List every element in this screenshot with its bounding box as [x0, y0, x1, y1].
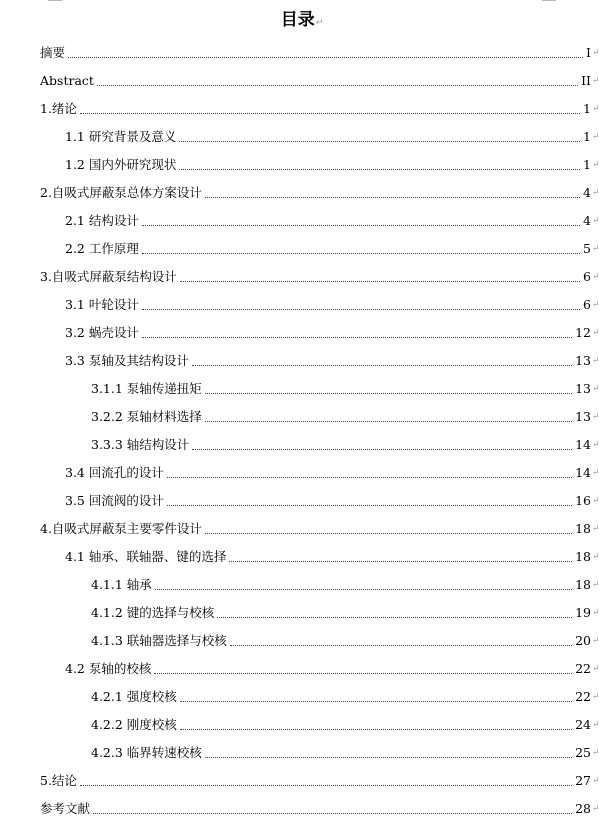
toc-page-number: 14	[575, 437, 591, 452]
toc-leader-dots	[180, 729, 572, 730]
toc-entry-text: 2.1 结构设计	[65, 213, 139, 228]
toc-page-number: 1	[583, 129, 591, 144]
toc-page-number: 18	[575, 521, 591, 536]
toc-entry-text: 3.2.2 泵轴材料选择	[91, 409, 202, 424]
toc-page-number: 4	[583, 185, 591, 200]
paragraph-mark-icon: ↵	[315, 18, 324, 28]
toc-entry[interactable]	[0, 627, 604, 655]
toc-leader-dots	[179, 141, 580, 142]
toc-entry[interactable]	[0, 767, 604, 795]
toc-page-number: 20	[575, 633, 591, 648]
toc-entry[interactable]	[0, 179, 604, 207]
paragraph-mark-icon: ↵	[592, 132, 600, 142]
toc-page-number: 22	[575, 661, 591, 676]
toc-entry[interactable]	[0, 95, 604, 123]
paragraph-mark-icon: ↵	[592, 720, 600, 730]
toc-entry[interactable]	[0, 123, 604, 151]
toc-entry[interactable]	[0, 263, 604, 291]
toc-leader-dots	[205, 393, 572, 394]
toc-entry-text: 1.绪论	[40, 101, 77, 116]
toc-entry[interactable]	[0, 795, 604, 823]
toc-page-number: 27	[575, 773, 591, 788]
toc-page-number: 18	[575, 549, 591, 564]
toc-entry-text: 2.2 工作原理	[65, 241, 139, 256]
toc-title	[0, 10, 604, 33]
toc-entry-text: 3.1.1 泵轴传递扭矩	[91, 381, 202, 396]
paragraph-mark-icon: ↵	[592, 468, 600, 478]
toc-leader-dots	[229, 561, 572, 562]
toc-entry-text: 4.1.2 键的选择与校核	[91, 605, 215, 620]
toc-entry-text: 3.1 叶轮设计	[65, 297, 139, 312]
toc-entry-text: 3.4 回流孔的设计	[65, 465, 164, 480]
paragraph-mark-icon: ↵	[592, 580, 600, 590]
toc-page-number: 25	[575, 745, 591, 760]
paragraph-mark-icon: ↵	[592, 552, 600, 562]
toc-entry-text: 4.1.3 联轴器选择与校核	[91, 633, 227, 648]
toc-leader-dots	[155, 589, 572, 590]
paragraph-mark-icon: ↵	[592, 160, 600, 170]
toc-entry[interactable]	[0, 319, 604, 347]
toc-page-number: 22	[575, 689, 591, 704]
toc-entry-text: 4.2 泵轴的校核	[65, 661, 152, 676]
toc-leader-dots	[230, 645, 572, 646]
toc-leader-dots	[180, 701, 572, 702]
paragraph-mark-icon: ↵	[592, 412, 600, 422]
paragraph-mark-icon: ↵	[592, 636, 600, 646]
toc-entry[interactable]	[0, 347, 604, 375]
toc-leader-dots	[142, 225, 580, 226]
toc-entry-text: 4.2.3 临界转速校核	[91, 745, 202, 760]
paragraph-mark-icon: ↵	[592, 524, 600, 534]
toc-leader-dots	[205, 757, 572, 758]
page-corner-mark-left	[48, 0, 62, 1]
paragraph-mark-icon: ↵	[592, 216, 600, 226]
toc-entry[interactable]	[0, 431, 604, 459]
paragraph-mark-icon: ↵	[592, 776, 600, 786]
toc-entry-text: 1.2 国内外研究现状	[65, 157, 177, 172]
paragraph-mark-icon: ↵	[592, 188, 600, 198]
toc-title-text: 目录	[280, 10, 315, 30]
toc-entry-text: 3.2 蜗壳设计	[65, 325, 139, 340]
toc-entry-text: 1.1 研究背景及意义	[65, 129, 177, 144]
toc-leader-dots	[192, 365, 572, 366]
paragraph-mark-icon: ↵	[592, 244, 600, 254]
toc-entry[interactable]	[0, 543, 604, 571]
toc-leader-dots	[205, 421, 572, 422]
toc-entry-text: 4.2.2 刚度校核	[91, 717, 177, 732]
toc-leader-dots	[180, 281, 580, 282]
paragraph-mark-icon: ↵	[592, 440, 600, 450]
toc-page-number: 13	[575, 381, 591, 396]
toc-leader-dots	[142, 337, 572, 338]
paragraph-mark-icon: ↵	[592, 496, 600, 506]
toc-page-number: 4	[583, 213, 591, 228]
toc-entry[interactable]	[0, 39, 604, 67]
paragraph-mark-icon: ↵	[592, 356, 600, 366]
toc-leader-dots	[68, 57, 583, 58]
toc-leader-dots	[80, 785, 572, 786]
toc-entry-text: 摘要	[40, 45, 66, 60]
toc-entry[interactable]	[0, 459, 604, 487]
toc-entry[interactable]	[0, 599, 604, 627]
toc-entry[interactable]	[0, 403, 604, 431]
table-of-contents	[0, 39, 604, 823]
toc-leader-dots	[93, 813, 572, 814]
toc-leader-dots	[97, 85, 578, 86]
paragraph-mark-icon: ↵	[592, 664, 600, 674]
toc-page-number: 13	[575, 409, 591, 424]
toc-page-number: 6	[583, 297, 591, 312]
toc-leader-dots	[205, 533, 572, 534]
toc-page-number: 24	[575, 717, 591, 732]
toc-entry[interactable]	[0, 571, 604, 599]
toc-page-number: II	[581, 73, 591, 88]
toc-entry-text: 3.自吸式屏蔽泵结构设计	[40, 269, 177, 284]
toc-entry-text: 3.3.3 轴结构设计	[91, 437, 190, 452]
toc-leader-dots	[142, 309, 580, 310]
toc-entry[interactable]	[0, 67, 604, 95]
toc-entry[interactable]	[0, 375, 604, 403]
toc-page-number: 5	[583, 241, 591, 256]
paragraph-mark-icon: ↵	[592, 804, 600, 814]
toc-leader-dots	[142, 253, 580, 254]
toc-page-number: 12	[575, 325, 591, 340]
toc-entry[interactable]	[0, 739, 604, 767]
toc-entry-text: 4.2.1 强度校核	[91, 689, 177, 704]
paragraph-mark-icon: ↵	[592, 104, 600, 114]
toc-entry[interactable]	[0, 515, 604, 543]
paragraph-mark-icon: ↵	[592, 300, 600, 310]
toc-entry-text: Abstract	[40, 73, 94, 88]
toc-leader-dots	[192, 449, 572, 450]
toc-leader-dots	[217, 617, 572, 618]
toc-page-number: I	[586, 45, 591, 60]
toc-entry-text: 3.3 泵轴及其结构设计	[65, 353, 189, 368]
toc-page-number: 14	[575, 465, 591, 480]
toc-page-number: 1	[583, 157, 591, 172]
paragraph-mark-icon: ↵	[592, 328, 600, 338]
toc-page-number: 16	[575, 493, 591, 508]
toc-leader-dots	[179, 169, 580, 170]
toc-leader-dots	[80, 113, 580, 114]
toc-page-number: 6	[583, 269, 591, 284]
toc-entry-text: 5.结论	[40, 773, 77, 788]
paragraph-mark-icon: ↵	[592, 76, 600, 86]
paragraph-mark-icon: ↵	[592, 384, 600, 394]
toc-leader-dots	[167, 505, 572, 506]
toc-entry[interactable]	[0, 683, 604, 711]
toc-page-number: 28	[575, 801, 591, 816]
toc-entry-text: 参考文献	[40, 801, 91, 816]
paragraph-mark-icon: ↵	[592, 608, 600, 618]
toc-entry[interactable]	[0, 235, 604, 263]
paragraph-mark-icon: ↵	[592, 692, 600, 702]
toc-page-number: 19	[575, 605, 591, 620]
toc-page-number: 1	[583, 101, 591, 116]
toc-entry[interactable]	[0, 655, 604, 683]
toc-entry-text: 3.5 回流阀的设计	[65, 493, 164, 508]
toc-page-number: 13	[575, 353, 591, 368]
toc-entry[interactable]	[0, 151, 604, 179]
toc-leader-dots	[205, 197, 580, 198]
toc-leader-dots	[154, 673, 572, 674]
toc-entry-text: 4.1.1 轴承	[91, 577, 152, 592]
toc-entry-text: 2.自吸式屏蔽泵总体方案设计	[40, 185, 202, 200]
toc-entry-text: 4.自吸式屏蔽泵主要零件设计	[40, 521, 202, 536]
toc-entry[interactable]	[0, 207, 604, 235]
page-corner-mark-right	[542, 0, 556, 1]
toc-entry[interactable]	[0, 487, 604, 515]
toc-page-number: 18	[575, 577, 591, 592]
toc-entry[interactable]	[0, 291, 604, 319]
toc-entry-text: 4.1 轴承、联轴器、键的选择	[65, 549, 227, 564]
toc-leader-dots	[167, 477, 572, 478]
paragraph-mark-icon: ↵	[592, 48, 600, 58]
paragraph-mark-icon: ↵	[592, 748, 600, 758]
toc-entry[interactable]	[0, 711, 604, 739]
paragraph-mark-icon: ↵	[592, 272, 600, 282]
